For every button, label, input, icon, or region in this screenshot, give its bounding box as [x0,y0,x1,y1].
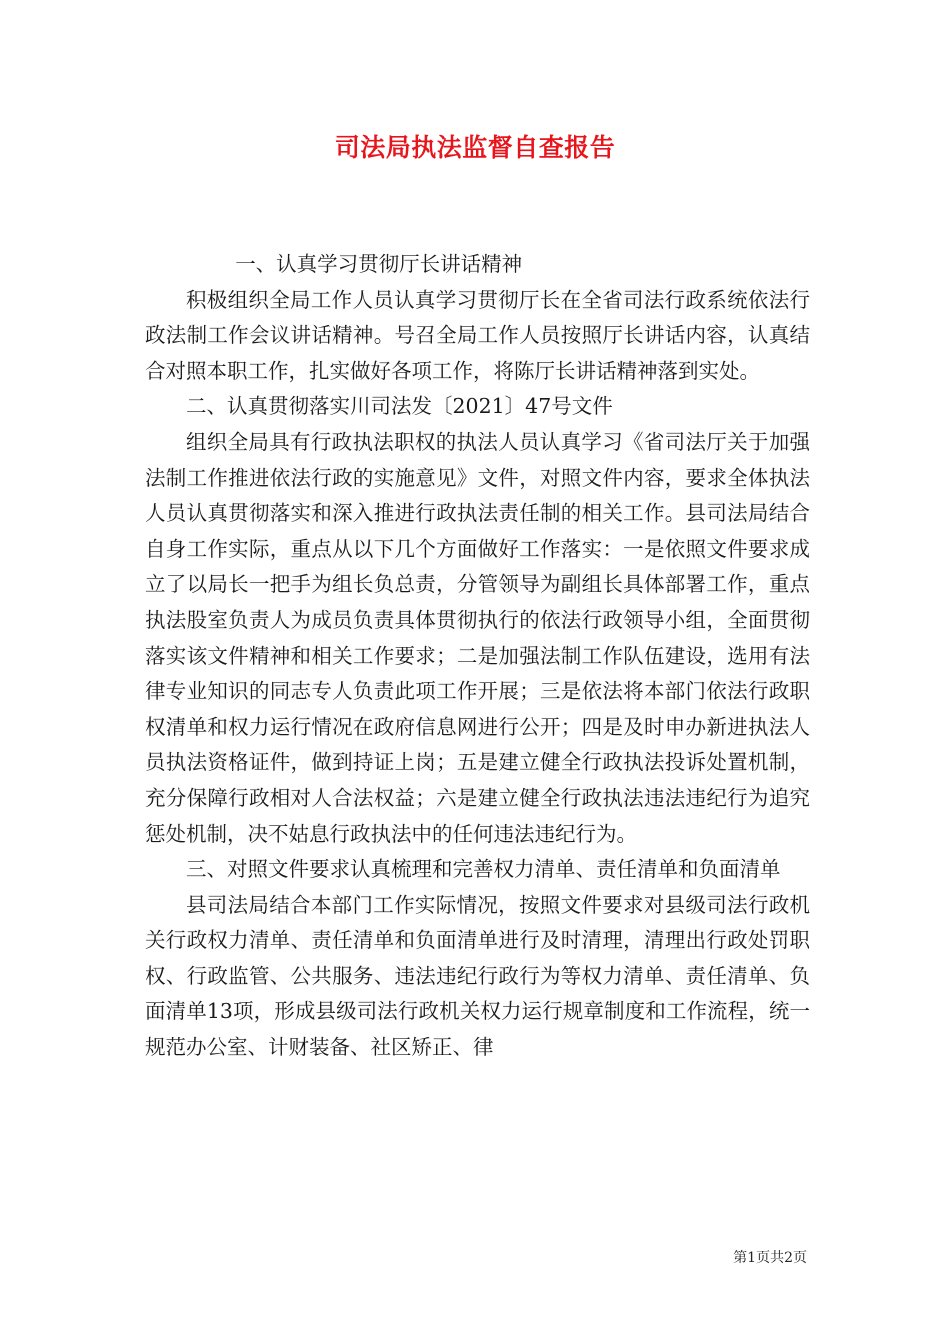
page-number-footer: 第1页共2页 [733,1250,807,1266]
paragraph-1: 积极组织全局工作人员认真学习贯彻厅长在全省司法行政系统依法行政法制工作会议讲话精神。号召全局工作人员按照厅长讲话内容，认真结合对照本职工作，扎实做好各项工作，将陈厅长讲话精神落到实处。 [145,287,810,383]
paragraph-2: 组织全局具有行政执法职权的执法人员认真学习《省司法厅关于加强法制工作推进依法行政的实施意见》文件，对照文件内容，要求全体执法人员认真贯彻落实和深入推进行政执法责任制的相关工作。县司法局结合自身工作实际，重点从以下几个方面做好工作落实：一是依照文件要求成立了以局长一把手为组长负总责，分管领导为副组长具体部署工作，重点执法股室负责人为成员负责具体贯彻执行的依法行政领导小组，全面贯彻落实该文件精神和相关工作要求；二是加强法制工作队伍建设，选用有法律专业知识的同志专人负责此项工作开展；三是依法将本部门依法行政职权清单和权力运行情况在政府信息网进行公开；四是及时申办新进执法人员执法资格证件，做到持证上岗；五是建立健全行政执法投诉处置机制，充分保障行政相对人合法权益；六是建立健全行政执法违法违纪行为追究惩处机制，决不姑息行政执法中的任何违法违纪行为。 [145,429,810,846]
paragraph-3: 县司法局结合本部门工作实际情况，按照文件要求对县级司法行政机关行政权力清单、责任清单和负面清单进行及时清理，清理出行政处罚职权、行政监管、公共服务、违法违纪行政行为等权力清单、责任清单、负面清单13项，形成县级司法行政机关权力运行规章制度和工作流程，统一规范办公室、计财装备、社区矫正、律 [145,892,810,1060]
section-heading-1: 一、认真学习贯彻厅长讲话精神 [235,252,523,276]
section-heading-3: 三、对照文件要求认真梳理和完善权力清单、责任清单和负面清单 [186,857,781,882]
document-title: 司法局执法监督自查报告 [334,133,616,162]
document-body [145,247,810,1066]
section-heading-2: 二、认真贯彻落实川司法发〔2021〕47号文件 [186,394,613,419]
